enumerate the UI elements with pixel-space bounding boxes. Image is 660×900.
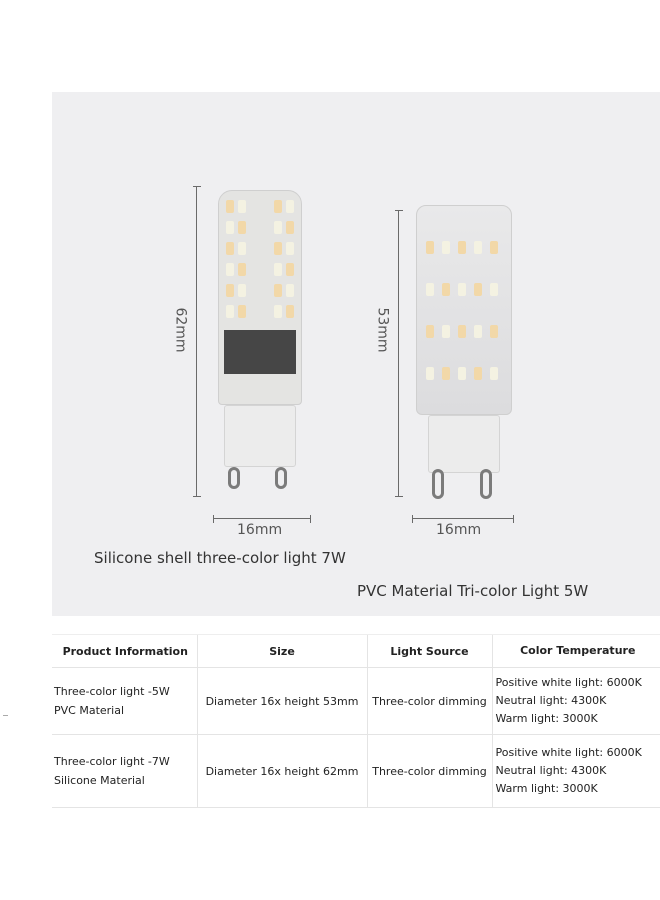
height-label-right: 53mm — [374, 307, 391, 353]
light-source-cell: Three-color dimming — [367, 668, 492, 735]
led-chip — [238, 221, 246, 234]
product-material: Silicone Material — [54, 774, 145, 787]
color-temp-warm: Warm light: 3000K — [495, 782, 598, 795]
bulb-base — [224, 405, 296, 467]
width-dimension-line-right — [412, 518, 514, 519]
led-chip — [226, 263, 234, 276]
led-chip — [226, 221, 234, 234]
color-temperature-cell — [492, 668, 660, 735]
product-name: Three-color light -7W — [54, 755, 170, 768]
led-chip — [426, 367, 434, 380]
led-chip — [442, 367, 450, 380]
width-label-left: 16mm — [237, 522, 283, 538]
caption-pvc-bulb: PVC Material Tri-color Light 5W — [357, 582, 589, 600]
led-chip — [274, 305, 282, 318]
header-color-temperature: Color Temperature — [492, 635, 660, 668]
bulb-pin-left — [228, 467, 240, 489]
led-chip — [274, 242, 282, 255]
stray-mark — [3, 715, 8, 716]
color-temperature-cell — [492, 735, 660, 808]
led-chip — [238, 200, 246, 213]
led-chip — [226, 305, 234, 318]
bulb-circuit-board — [224, 330, 296, 374]
led-chip — [286, 305, 294, 318]
led-chip — [474, 283, 482, 296]
led-chip — [442, 241, 450, 254]
height-label-left: 62mm — [172, 307, 189, 353]
width-dimension-line-left — [213, 518, 311, 519]
led-chip — [274, 263, 282, 276]
color-temp-neutral: Neutral light: 4300K — [495, 694, 607, 707]
led-chip — [490, 241, 498, 254]
header-light-source: Light Source — [367, 635, 492, 668]
color-temp-warm: Warm light: 3000K — [495, 712, 598, 725]
width-label-right: 16mm — [436, 522, 482, 538]
led-chip — [442, 283, 450, 296]
bulb-pin-right — [480, 469, 492, 499]
color-temp-white: Positive white light: 6000K — [495, 676, 642, 689]
height-dimension-line-left — [196, 186, 197, 497]
light-source-cell: Three-color dimming — [367, 735, 492, 808]
bulb-pin-left — [432, 469, 444, 499]
led-chip — [238, 305, 246, 318]
led-chip — [238, 284, 246, 297]
led-chip — [490, 367, 498, 380]
led-chip — [274, 200, 282, 213]
product-info-cell — [52, 735, 197, 808]
pvc-bulb-image — [416, 205, 512, 501]
led-chip — [458, 325, 466, 338]
led-chip — [286, 263, 294, 276]
led-chip — [458, 241, 466, 254]
led-chip — [226, 200, 234, 213]
led-chip — [458, 283, 466, 296]
led-chip — [490, 283, 498, 296]
led-chip — [286, 284, 294, 297]
led-chip — [238, 263, 246, 276]
led-chip — [226, 242, 234, 255]
led-chip — [274, 284, 282, 297]
led-chip — [286, 242, 294, 255]
led-chip — [286, 200, 294, 213]
bulb-pvc-shell — [416, 205, 512, 415]
led-chip — [238, 242, 246, 255]
table-row — [52, 668, 660, 735]
height-dimension-line-right — [398, 210, 399, 497]
led-chip — [226, 284, 234, 297]
led-chip — [426, 325, 434, 338]
bulb-pin-right — [275, 467, 287, 489]
spec-table — [52, 634, 660, 808]
table-row — [52, 735, 660, 808]
led-chip — [474, 367, 482, 380]
bulb-base — [428, 415, 500, 473]
led-chip — [426, 283, 434, 296]
led-chip — [474, 241, 482, 254]
led-chip — [274, 221, 282, 234]
led-chip — [474, 325, 482, 338]
product-image-panel — [52, 92, 660, 616]
led-chip — [458, 367, 466, 380]
product-name: Three-color light -5W — [54, 685, 170, 698]
caption-silicone-bulb: Silicone shell three-color light 7W — [94, 549, 346, 567]
header-size: Size — [197, 635, 367, 668]
product-info-cell — [52, 668, 197, 735]
color-temp-white: Positive white light: 6000K — [495, 746, 642, 759]
table-header-row — [52, 635, 660, 668]
product-material: PVC Material — [54, 704, 125, 717]
size-cell: Diameter 16x height 62mm — [197, 735, 367, 808]
color-temp-neutral: Neutral light: 4300K — [495, 764, 607, 777]
silicone-bulb-image — [218, 190, 302, 500]
size-cell: Diameter 16x height 53mm — [197, 668, 367, 735]
led-chip — [490, 325, 498, 338]
led-chip — [286, 221, 294, 234]
header-product-information: Product Information — [52, 635, 197, 668]
led-chip — [442, 325, 450, 338]
led-chip — [426, 241, 434, 254]
